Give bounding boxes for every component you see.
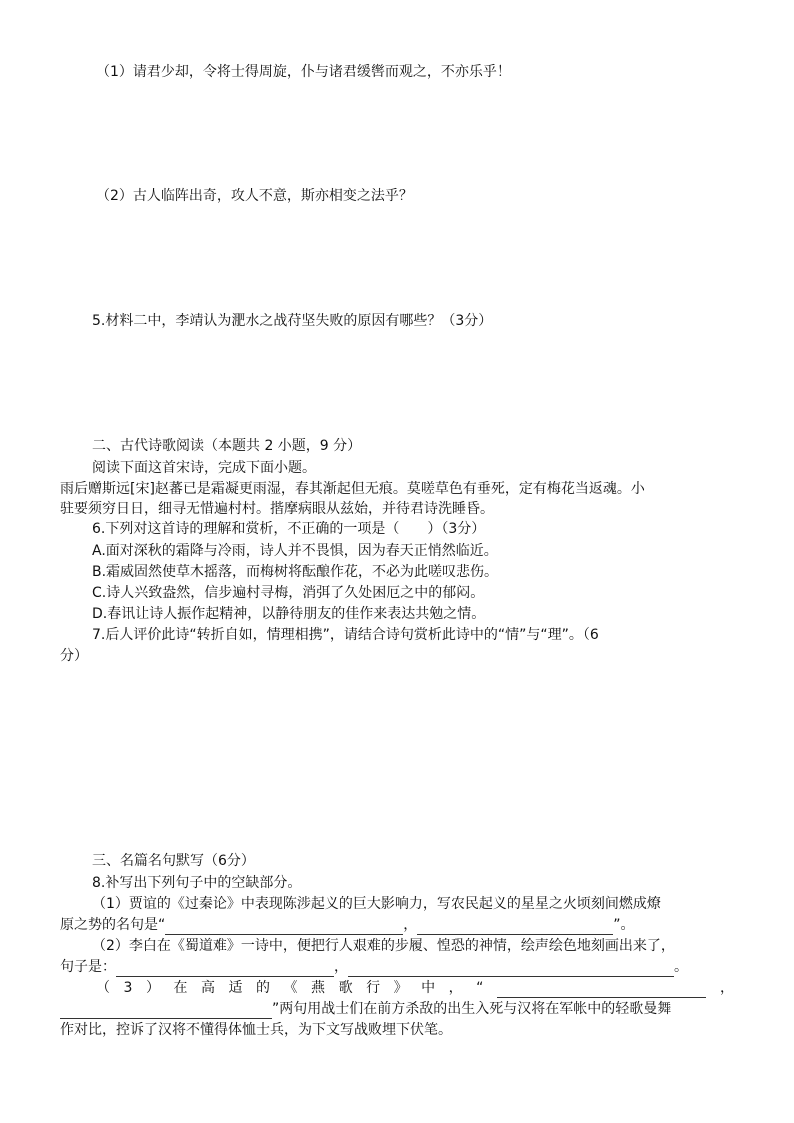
sentence-3-tail: ”两句用战士们在前方杀敌的出生入死与汉将在军帐中的轻歌曼舞	[272, 1001, 672, 1017]
sentence-1-line-1: （1）贾谊的《过秦论》中表现陈涉起义的巨大影响力，写农民起义的星星之火顷刻间燃成燎	[92, 896, 661, 912]
poem-line-1: 雨后赠斯远[宋]赵蕃已是霜凝更雨湿，春其渐起但无痕。莫嗟草色有垂死，定有梅花当返魂。小	[60, 481, 645, 497]
sentence-3-line-2	[60, 999, 671, 1019]
sentence-1-line-2	[60, 915, 635, 935]
option-a: A.面对深秋的霜降与冷雨，诗人并不畏惧，因为春天正悄然临近。	[92, 543, 498, 559]
s3-char: 的	[256, 980, 271, 996]
s3-char: ）	[145, 980, 160, 996]
section-3-heading: 三、名篇名句默写（6分）	[92, 853, 255, 869]
sentence-2-line-1: （2）李白在《蜀道难》一诗中，便把行人艰难的步履、惶恐的神情，绘声绘色地刻画出来了，	[92, 938, 675, 954]
option-c: C.诗人兴致盎然，信步遍村寻梅，消弭了久处困厄之中的郁闷。	[92, 585, 485, 601]
poem-line-2: 驻要须穷日日，细寻无惜遍村村。揩摩病眼从兹始，并待君诗洗睡昏。	[60, 501, 494, 517]
section-2-heading: 二、古代诗歌阅读（本题共 2 小题，9 分）	[92, 438, 362, 454]
sentence-2-line-2	[60, 957, 688, 977]
sentence-2-end: 。	[674, 959, 688, 975]
s3-char: （	[96, 980, 110, 996]
sentence-2-prefix: 句子是：	[60, 959, 116, 975]
s3-char: ，	[448, 980, 463, 996]
s3-char: 行	[366, 980, 381, 996]
sentence-3-line-3: 作对比，控诉了汉将不懂得体恤士兵，为下文写战败埋下伏笔。	[60, 1022, 452, 1038]
answer-blank-3a[interactable]	[497, 983, 706, 998]
question-4-2: （2）古人临阵出奇，攻人不意，斯亦相变之法乎？	[96, 188, 413, 204]
s3-char: 《	[283, 980, 298, 996]
question-8: 8.补写出下列句子中的空缺部分。	[92, 875, 302, 891]
answer-blank-2a[interactable]	[116, 962, 334, 977]
section-2-instruction: 阅读下面这首宋诗，完成下面小题。	[92, 460, 316, 476]
answer-blank-3b[interactable]	[60, 1004, 272, 1019]
s3-char: 3	[123, 980, 133, 996]
sentence-3-line-1	[96, 978, 734, 998]
s3-char: 高	[200, 980, 215, 996]
question-4-1: （1）请君少却，令将士得周旋，仆与诸君缓辔而观之，不亦乐乎！	[96, 64, 511, 80]
answer-blank-1b[interactable]	[417, 920, 613, 935]
question-6: 6.下列对这首诗的理解和赏析，不正确的一项是（ ）（3分）	[92, 521, 486, 537]
s3-char: 歌	[338, 980, 353, 996]
s3-char: “	[476, 980, 484, 996]
sentence-1-end: ”。	[613, 917, 635, 933]
s3-char: 中	[421, 980, 436, 996]
question-7-line-1: 7.后人评价此诗“转折自如，情理相携”，请结合诗句赏析此诗中的“情”与“理”。（6	[92, 627, 599, 643]
question-5: 5.材料二中，李靖认为淝水之战苻坚失败的原因有哪些？（3分）	[92, 313, 493, 329]
sentence-3-comma: ，	[720, 980, 734, 996]
answer-blank-1a[interactable]	[165, 920, 403, 935]
sentence-3-spread-text	[96, 978, 483, 998]
s3-char: 》	[393, 980, 408, 996]
sentence-2-comma: ，	[334, 959, 348, 975]
question-7-line-2: 分）	[60, 648, 88, 664]
s3-char: 适	[228, 980, 243, 996]
sentence-1-comma: ，	[403, 917, 418, 933]
answer-blank-2b[interactable]	[348, 962, 674, 977]
s3-char: 燕	[311, 980, 326, 996]
sentence-1-prefix: 原之势的名句是“	[60, 917, 166, 933]
s3-char: 在	[173, 980, 188, 996]
option-b: B.霜威固然使草木摇落，而梅树将酝酿作花，不必为此嗟叹悲伤。	[92, 564, 499, 580]
option-d: D.春讯让诗人振作起精神，以静待朋友的佳作来表达共勉之情。	[92, 606, 486, 622]
